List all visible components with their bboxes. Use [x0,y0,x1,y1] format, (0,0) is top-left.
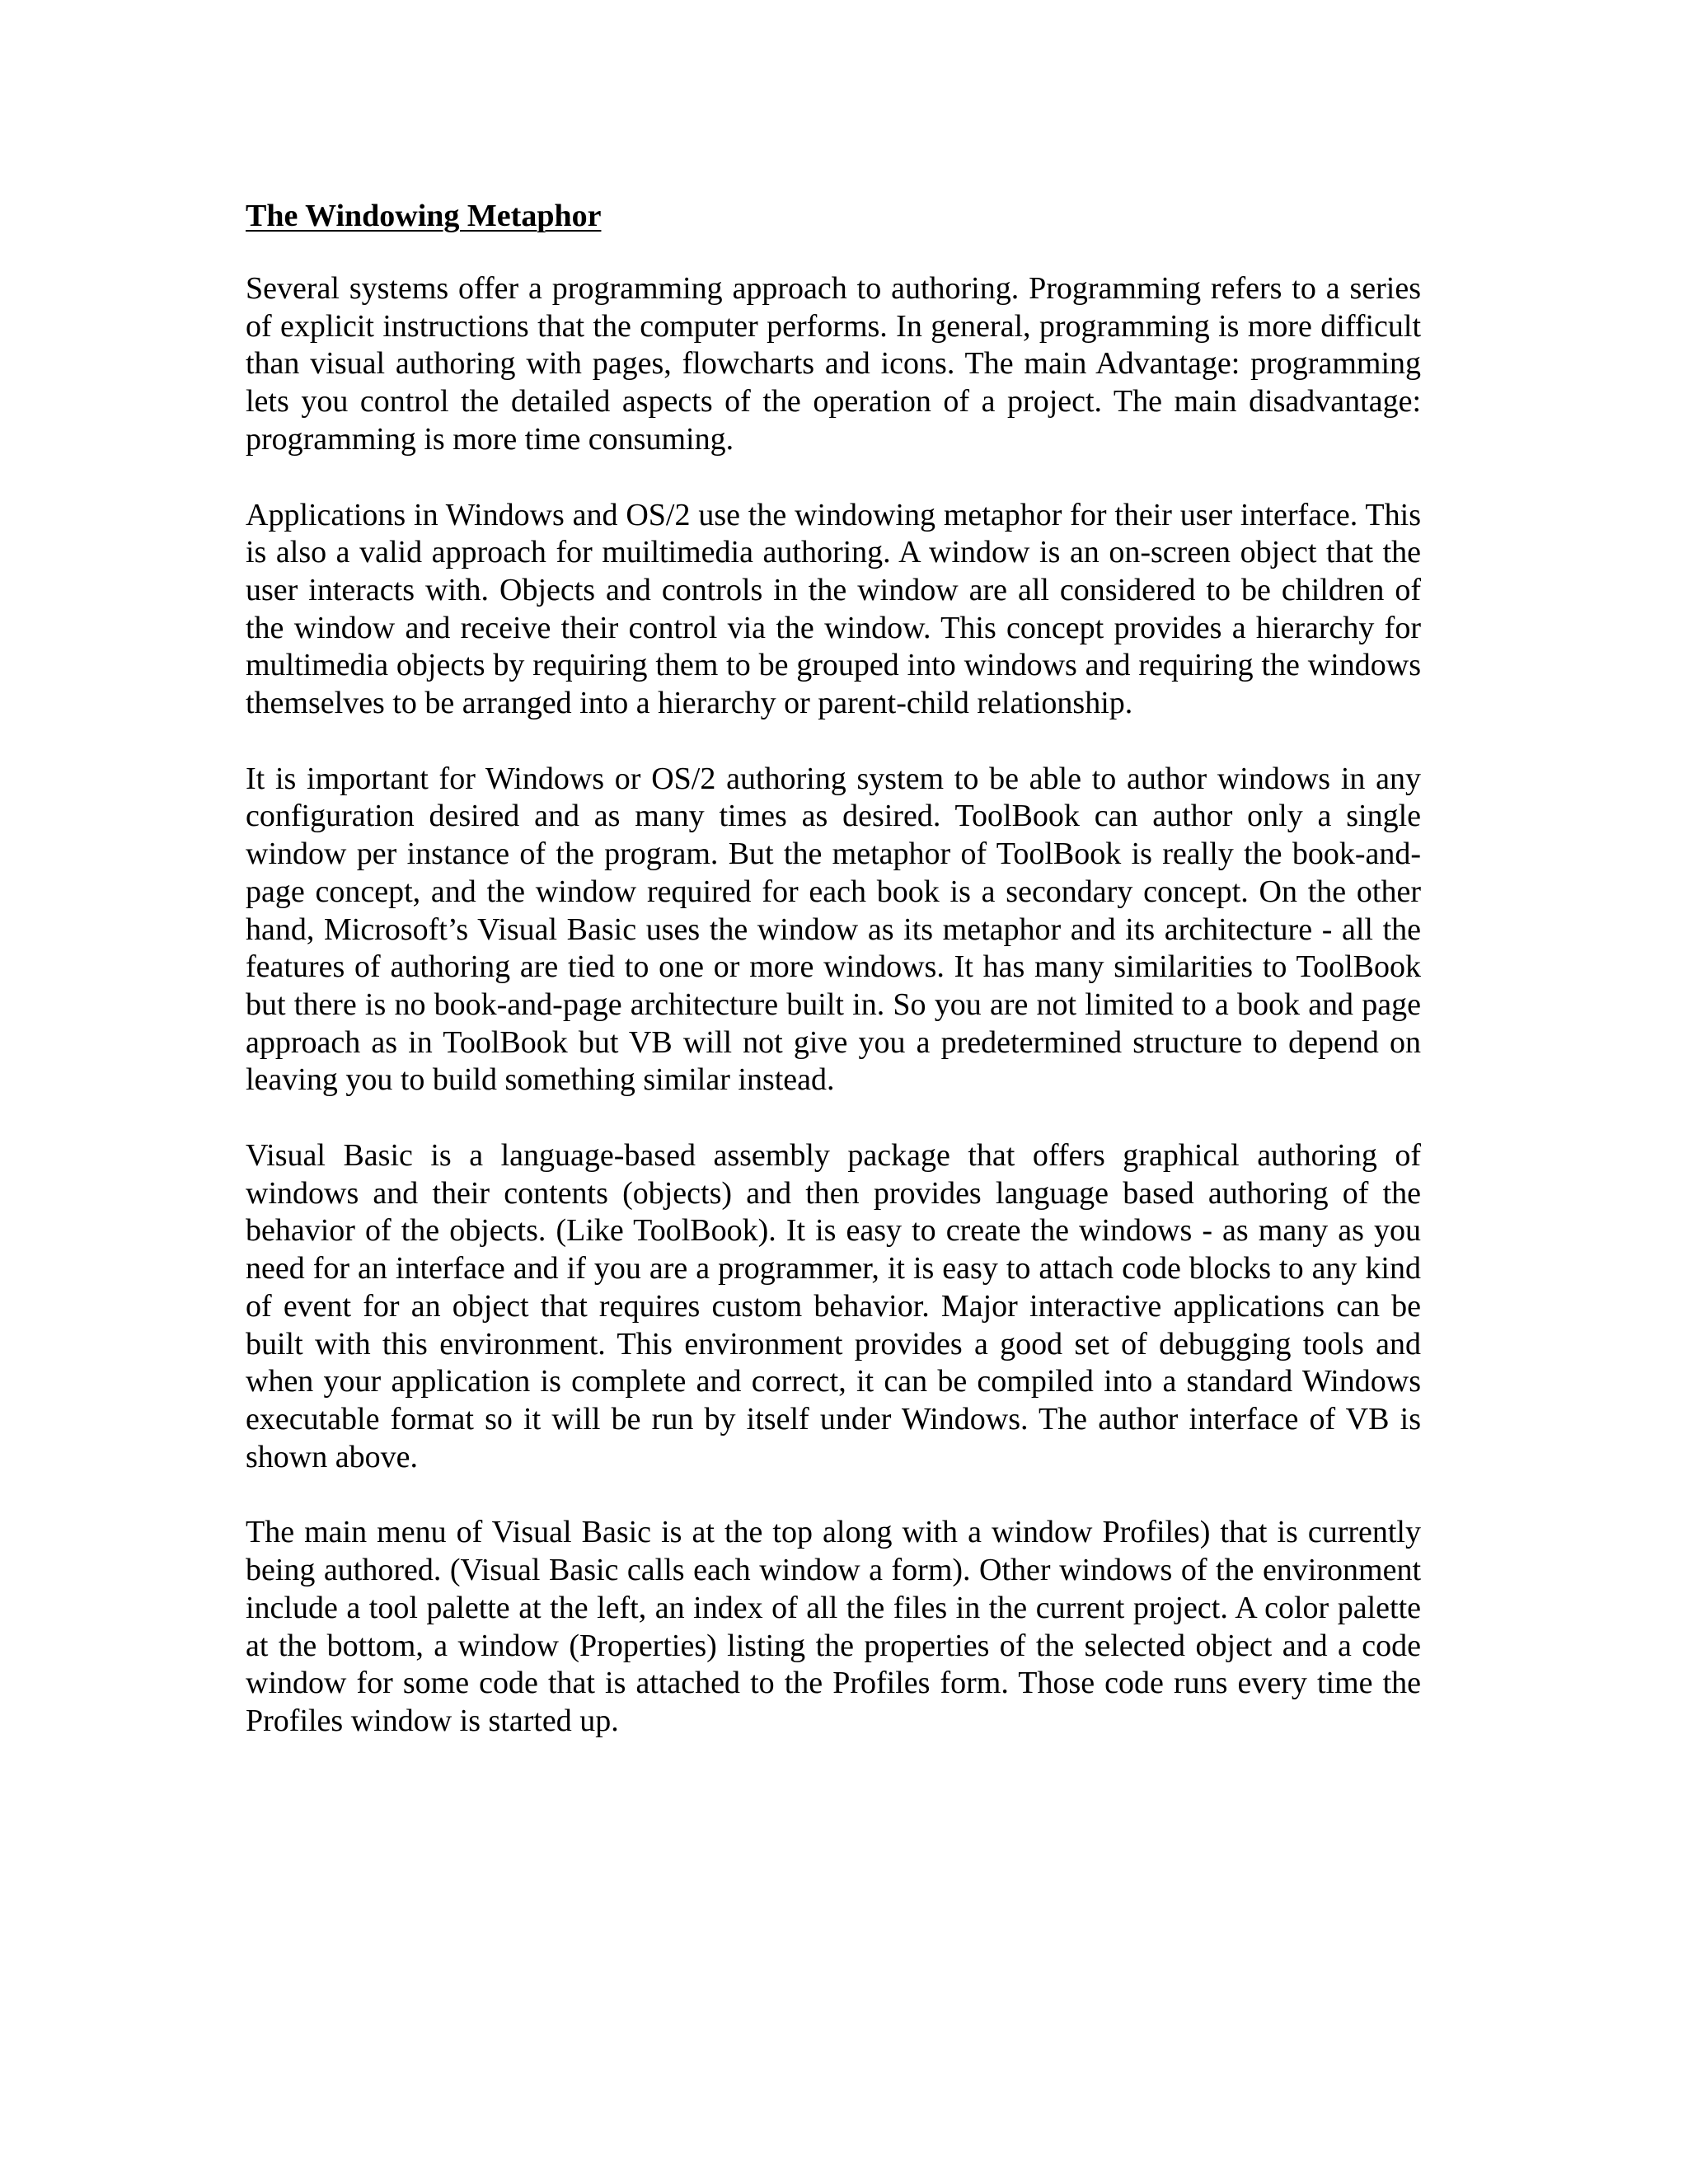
paragraph-visual-basic-interface: The main menu of Visual Basic is at the top along with a window Profiles) that is currently being authored. (Visual Basic calls each window a form). Other windows of the environment include a tool palette at the left, an index of all the files in the current project. A color palette at the bottom, a window (Properties) listing the properties of the selected object and a code window for some code that is attached to the Profiles form. Those code runs every time the Profiles window is started up. [246,1515,1421,1738]
document-title: The Windowing Metaphor [246,199,602,233]
paragraph-windowing-metaphor: Applications in Windows and OS/2 use the windowing metaphor for their user interface. This is also a valid approach for muiltimedia authoring. A window is an on-screen object that the user interacts with. Objects and controls in the window are all considered to be children of the window and receive their control via the window. This concept provides a hierarchy for multimedia objects by requiring them to be grouped into windows and requiring the windows themselves to be arranged into a hierarchy or parent-child relationship. [246,497,1421,721]
paragraph-visual-basic-overview: Visual Basic is a language-based assembly package that offers graphical authoring of windows and their contents (objects) and then provides language based authoring of the behavior of the objects. (Like ToolBook). It is easy to create the windows - as many as you need for an interface and if you are a programmer, it is easy to attach code blocks to any kind of event for an object that requires custom behavior. Major interactive applications can be built with this environment. This environment provides a good set of debugging tools and when your application is complete and correct, it can be compiled into a standard Windows executable format so it will be run by itself under Windows. The author interface of VB is shown above. [246,1138,1421,1474]
paragraph-toolbook-vs-visual-basic: It is important for Windows or OS/2 authoring system to be able to author windows in any configuration desired and as many times as desired. ToolBook can author only a single window per instance of the program. But the metaphor of ToolBook is really the book-and-page concept, and the window required for each book is a secondary concept. On the other hand, Microsoft’s Visual Basic uses the window as its metaphor and its architecture - all the features of authoring are tied to one or more windows. It has many similarities to ToolBook but there is no book-and-page architecture built in. So you are not limited to a book and page approach as in ToolBook but VB will not give you a predetermined structure to depend on leaving you to build something similar instead. [246,761,1421,1098]
document-body [246,193,1421,1779]
paragraph-programming-approach: Several systems offer a programming approach to authoring. Programming refers to a series of explicit instructions that the computer performs. In general, programming is more difficult than visual authoring with pages, flowcharts and icons. The main Advantage: programming lets you control the detailed aspects of the operation of a project. The main disadvantage: programming is more time consuming. [246,271,1421,457]
